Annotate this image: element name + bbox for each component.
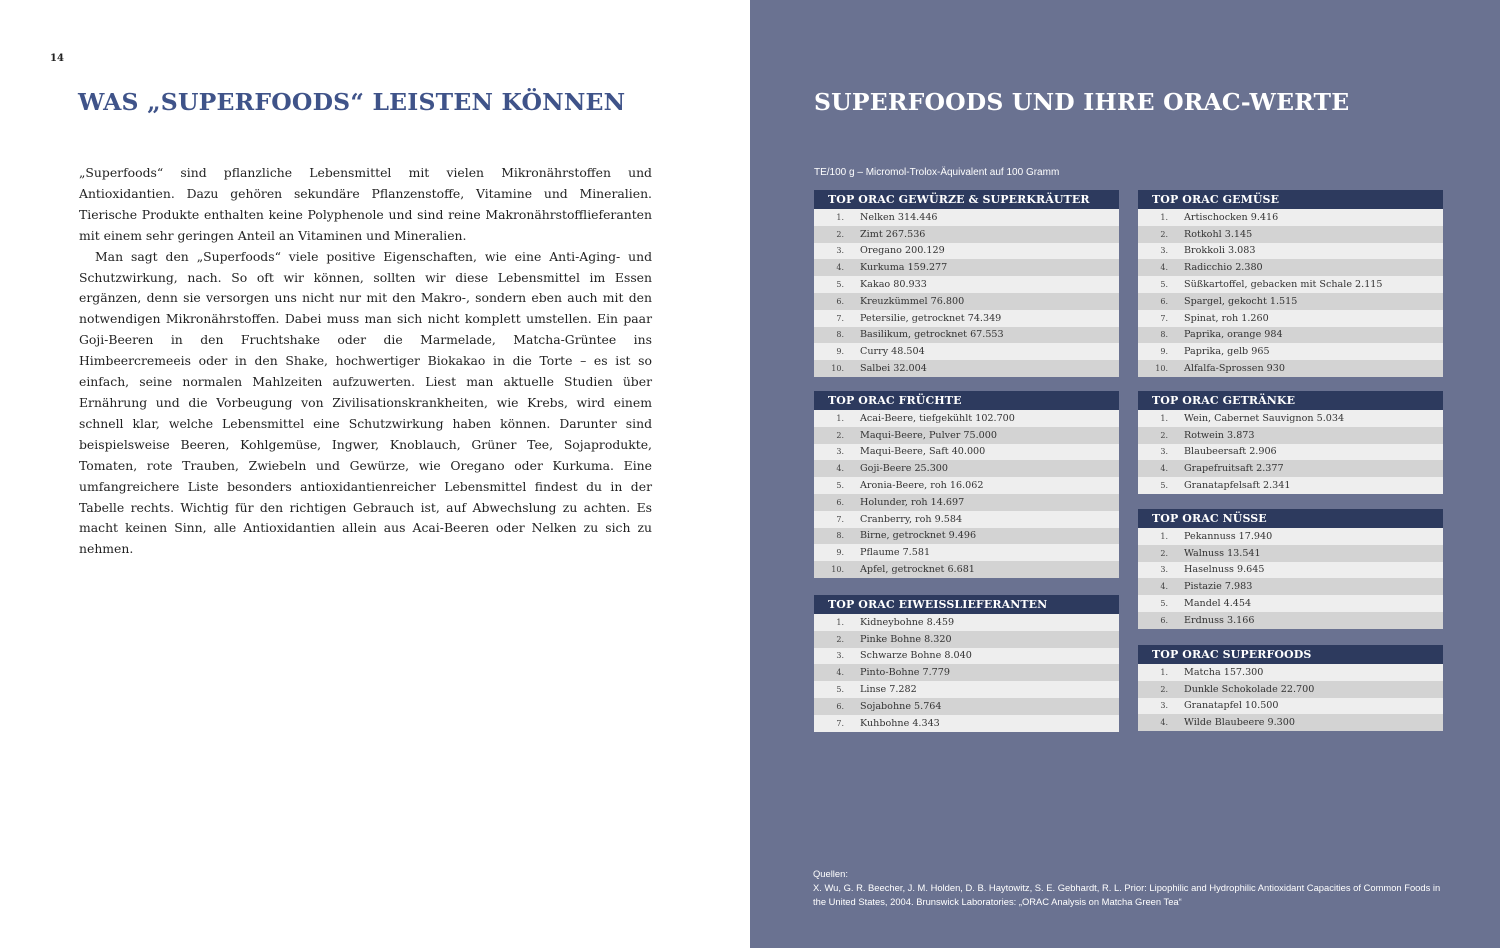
row-rank: 5. — [836, 685, 844, 695]
table-row — [814, 327, 1119, 344]
table-row — [814, 276, 1119, 293]
row-text: Curry 48.504 — [860, 346, 925, 358]
table-row — [814, 444, 1119, 461]
row-rank: 2. — [836, 430, 844, 440]
table-gewuerze — [814, 190, 1119, 377]
row-rank: 4. — [1160, 263, 1168, 273]
row-text: Acai-Beere, tiefgekühlt 102.700 — [860, 412, 1015, 424]
row-rank: 5. — [1160, 599, 1168, 609]
row-rank: 6. — [836, 497, 844, 507]
table-row — [814, 681, 1119, 698]
table-row — [1138, 293, 1443, 310]
sources-text: X. Wu, G. R. Beecher, J. M. Holden, D. B. Haytowitz, S. E. Gebhardt, R. L. Prior: Lipophilic and Hydrophilic Antioxidant Capacities of Common Foods in the United States, 2004. Brunswick Laboratories: „ORAC Analysis on Matcha Green Tea“ — [813, 882, 1441, 907]
row-text: Goji-Beere 25.300 — [860, 463, 949, 475]
table-row — [1138, 259, 1443, 276]
row-rank: 1. — [1160, 413, 1168, 423]
table-row — [814, 561, 1119, 578]
left-page-title: WAS „SUPERFOODS“ LEISTEN KÖNNEN — [78, 88, 626, 116]
row-rank: 1. — [836, 212, 844, 222]
table-rows — [1138, 528, 1443, 629]
row-rank: 1. — [1160, 531, 1168, 541]
row-rank: 8. — [836, 531, 844, 541]
row-text: Pinto-Bohne 7.779 — [860, 667, 950, 679]
table-header: TOP ORAC EIWEISSLIEFERANTEN — [814, 595, 1119, 614]
row-rank: 10. — [831, 565, 844, 575]
row-text: Süßkartoffel, gebacken mit Schale 2.115 — [1184, 279, 1383, 291]
row-text: Dunkle Schokolade 22.700 — [1184, 683, 1315, 695]
table-header: TOP ORAC NÜSSE — [1138, 509, 1443, 528]
table-row — [1138, 477, 1443, 494]
row-rank: 1. — [836, 413, 844, 423]
table-row — [1138, 226, 1443, 243]
table-gemuese — [1138, 190, 1443, 377]
right-page-title: SUPERFOODS UND IHRE ORAC-WERTE — [814, 88, 1350, 116]
row-rank: 2. — [1160, 229, 1168, 239]
table-row — [814, 614, 1119, 631]
row-rank: 3. — [836, 246, 844, 256]
row-text: Petersilie, getrocknet 74.349 — [860, 312, 1002, 324]
row-text: Cranberry, roh 9.584 — [860, 513, 963, 525]
row-rank: 4. — [836, 464, 844, 474]
table-row — [814, 698, 1119, 715]
row-rank: 10. — [1155, 364, 1168, 374]
row-text: Paprika, gelb 965 — [1184, 346, 1270, 358]
table-row — [814, 293, 1119, 310]
row-rank: 4. — [836, 668, 844, 678]
table-row — [814, 544, 1119, 561]
table-header: TOP ORAC GEMÜSE — [1138, 190, 1443, 209]
row-text: Granatapfel 10.500 — [1184, 700, 1279, 712]
body-text — [79, 163, 652, 560]
row-rank: 6. — [1160, 615, 1168, 625]
row-text: Artischocken 9.416 — [1184, 211, 1279, 223]
table-row — [814, 477, 1119, 494]
row-text: Granatapfelsaft 2.341 — [1184, 480, 1291, 492]
row-rank: 3. — [1160, 447, 1168, 457]
row-rank: 7. — [836, 313, 844, 323]
row-text: Apfel, getrocknet 6.681 — [860, 564, 975, 576]
row-rank: 4. — [836, 263, 844, 273]
row-text: Spinat, roh 1.260 — [1184, 312, 1269, 324]
row-rank: 1. — [1160, 212, 1168, 222]
row-rank: 3. — [1160, 246, 1168, 256]
table-row — [1138, 545, 1443, 562]
row-text: Rotwein 3.873 — [1184, 429, 1255, 441]
row-text: Brokkoli 3.083 — [1184, 245, 1256, 257]
row-rank: 9. — [1160, 347, 1168, 357]
row-text: Sojabohne 5.764 — [860, 700, 942, 712]
row-text: Spargel, gekocht 1.515 — [1184, 295, 1298, 307]
row-rank: 5. — [836, 280, 844, 290]
unit-note: TE/100 g – Micromol-Trolox-Äquivalent auf 100 Gramm — [814, 167, 1060, 178]
row-rank: 2. — [1160, 548, 1168, 558]
table-row — [814, 259, 1119, 276]
row-rank: 4. — [1160, 464, 1168, 474]
row-rank: 7. — [836, 718, 844, 728]
row-text: Mandel 4.454 — [1184, 598, 1252, 610]
table-rows — [814, 410, 1119, 578]
table-rows — [814, 209, 1119, 377]
table-header: TOP ORAC GETRÄNKE — [1138, 391, 1443, 410]
table-rows — [814, 614, 1119, 732]
table-row — [814, 310, 1119, 327]
row-rank: 2. — [836, 229, 844, 239]
table-row — [814, 410, 1119, 427]
row-rank: 9. — [836, 548, 844, 558]
row-rank: 6. — [836, 296, 844, 306]
row-text: Kreuzkümmel 76.800 — [860, 295, 965, 307]
row-text: Kidneybohne 8.459 — [860, 616, 955, 628]
table-header: TOP ORAC FRÜCHTE — [814, 391, 1119, 410]
row-text: Grapefruitsaft 2.377 — [1184, 463, 1284, 475]
row-text: Paprika, orange 984 — [1184, 329, 1283, 341]
table-row — [814, 360, 1119, 377]
table-row — [814, 715, 1119, 732]
table-row — [1138, 714, 1443, 731]
row-text: Wilde Blaubeere 9.300 — [1184, 717, 1295, 729]
row-rank: 5. — [1160, 481, 1168, 491]
row-text: Kakao 80.933 — [860, 279, 927, 291]
table-row — [1138, 276, 1443, 293]
table-row — [1138, 528, 1443, 545]
row-text: Schwarze Bohne 8.040 — [860, 650, 972, 662]
table-superfoods — [1138, 645, 1443, 731]
table-row — [814, 511, 1119, 528]
table-row — [814, 631, 1119, 648]
table-row — [1138, 460, 1443, 477]
row-text: Pflaume 7.581 — [860, 547, 931, 559]
row-text: Maqui-Beere, Pulver 75.000 — [860, 429, 997, 441]
right-page — [750, 0, 1500, 948]
table-row — [1138, 698, 1443, 715]
table-header: TOP ORAC GEWÜRZE & SUPERKRÄUTER — [814, 190, 1119, 209]
table-row — [814, 243, 1119, 260]
table-row — [1138, 209, 1443, 226]
table-rows — [1138, 410, 1443, 494]
row-rank: 10. — [831, 364, 844, 374]
table-row — [1138, 562, 1443, 579]
sources-label: Quellen: — [813, 868, 848, 879]
table-row — [1138, 444, 1443, 461]
row-rank: 2. — [1160, 684, 1168, 694]
row-rank: 2. — [1160, 430, 1168, 440]
row-text: Haselnuss 9.645 — [1184, 564, 1265, 576]
row-text: Pekannuss 17.940 — [1184, 530, 1273, 542]
row-text: Holunder, roh 14.697 — [860, 496, 965, 508]
row-rank: 4. — [1160, 718, 1168, 728]
row-text: Maqui-Beere, Saft 40.000 — [860, 446, 986, 458]
row-rank: 3. — [1160, 565, 1168, 575]
row-rank: 3. — [836, 651, 844, 661]
table-rows — [1138, 664, 1443, 731]
row-rank: 5. — [1160, 280, 1168, 290]
row-text: Linse 7.282 — [860, 684, 917, 696]
row-text: Pinke Bohne 8.320 — [860, 633, 952, 645]
row-rank: 3. — [836, 447, 844, 457]
table-row — [1138, 343, 1443, 360]
row-rank: 4. — [1160, 582, 1168, 592]
table-row — [1138, 360, 1443, 377]
row-text: Salbei 32.004 — [860, 363, 927, 375]
table-row — [1138, 243, 1443, 260]
row-text: Erdnuss 3.166 — [1184, 614, 1255, 626]
row-text: Radicchio 2.380 — [1184, 262, 1263, 274]
row-rank: 3. — [1160, 701, 1168, 711]
row-rank: 9. — [836, 347, 844, 357]
table-row — [814, 226, 1119, 243]
row-rank: 6. — [836, 701, 844, 711]
table-nuesse — [1138, 509, 1443, 629]
row-text: Birne, getrocknet 9.496 — [860, 530, 977, 542]
table-fruechte — [814, 391, 1119, 578]
table-row — [1138, 681, 1443, 698]
row-text: Blaubeersaft 2.906 — [1184, 446, 1277, 458]
body-paragraph-2: Man sagt den „Superfoods“ viele positive Eigenschaften, wie eine Anti-Aging- und Schutzwirkung, nach. So oft wir können, sollten wir diese Lebensmittel im Essen ergänzen, denn sie versorgen uns nicht nur mit den Makro-, sondern eben auch mit den notwendigen Mikronährstoffen. Dabei muss man sich nicht komplett umstellen. Ein paar Goji-Beeren in den Fruchtshake oder die Marmelade, Matcha-Grüntee ins Himbeercremeeis oder in den Shake, hochwertiger Biokakao in die Torte – es ist so einfach, seine normalen Mahlzeiten aufzuwerten. Liest man aktuelle Studien über Ernährung und die Vorbeugung von Zivilisationskrankheiten, wie Krebs, wird einem schnell klar, welche Lebensmittel eine Schutzwirkung haben können. Darunter sind beispielsweise Beeren, Kohlgemüse, Ingwer, Knoblauch, Grüner Tee, Sojaprodukte, Tomaten, rote Trauben, Zwiebeln und Gewürze, wie Oregano oder Kurkuma. Eine umfangreichere Liste besonders antioxidantienreicher Lebensmittel findest du in der Tabelle rechts. Wichtig für den richtigen Gebrauch ist, auf Abwechslung zu achten. Es macht keinen Sinn, alle Antioxidantien allein aus Acai-Beeren oder Nelken zu sich zu nehmen. — [79, 248, 652, 557]
row-rank: 7. — [836, 514, 844, 524]
row-text: Kurkuma 159.277 — [860, 262, 948, 274]
table-row — [1138, 595, 1443, 612]
row-rank: 7. — [1160, 313, 1168, 323]
row-text: Matcha 157.300 — [1184, 666, 1264, 678]
row-text: Nelken 314.446 — [860, 211, 938, 223]
table-row — [814, 664, 1119, 681]
table-row — [1138, 310, 1443, 327]
row-text: Alfalfa-Sprossen 930 — [1184, 363, 1285, 375]
table-row — [1138, 664, 1443, 681]
table-row — [1138, 410, 1443, 427]
table-row — [814, 427, 1119, 444]
row-rank: 5. — [836, 481, 844, 491]
table-row — [1138, 578, 1443, 595]
row-rank: 1. — [1160, 667, 1168, 677]
row-text: Oregano 200.129 — [860, 245, 945, 257]
table-row — [814, 343, 1119, 360]
table-row — [814, 494, 1119, 511]
row-rank: 6. — [1160, 296, 1168, 306]
body-paragraph-1: „Superfoods“ sind pflanzliche Lebensmittel mit vielen Mikronährstoffen und Antioxidantien. Dazu gehören sekundäre Pflanzenstoffe, Vitamine und Mineralien. Tierische Produkte enthalten keine Polyphenole und sind reine Makronährstofflieferanten mit einem sehr geringen Anteil an Vitaminen und Mineralien. — [79, 165, 652, 243]
table-getraenke — [1138, 391, 1443, 494]
row-rank: 8. — [1160, 330, 1168, 340]
table-eiweiss — [814, 595, 1119, 732]
row-text: Wein, Cabernet Sauvignon 5.034 — [1184, 412, 1345, 424]
table-rows — [1138, 209, 1443, 377]
table-row — [814, 648, 1119, 665]
table-row — [1138, 327, 1443, 344]
row-text: Rotkohl 3.145 — [1184, 228, 1253, 240]
row-rank: 2. — [836, 634, 844, 644]
row-text: Pistazie 7.983 — [1184, 581, 1253, 593]
row-rank: 1. — [836, 617, 844, 627]
sources — [813, 867, 1453, 909]
table-header: TOP ORAC SUPERFOODS — [1138, 645, 1443, 664]
row-text: Basilikum, getrocknet 67.553 — [860, 329, 1004, 341]
table-row — [1138, 427, 1443, 444]
table-row — [814, 460, 1119, 477]
table-row — [814, 209, 1119, 226]
row-text: Zimt 267.536 — [860, 228, 926, 240]
row-text: Walnuss 13.541 — [1184, 547, 1261, 559]
page-number: 14 — [50, 53, 64, 64]
row-text: Kuhbohne 4.343 — [860, 717, 940, 729]
table-row — [1138, 612, 1443, 629]
table-row — [814, 528, 1119, 545]
row-rank: 8. — [836, 330, 844, 340]
row-text: Aronia-Beere, roh 16.062 — [860, 480, 984, 492]
